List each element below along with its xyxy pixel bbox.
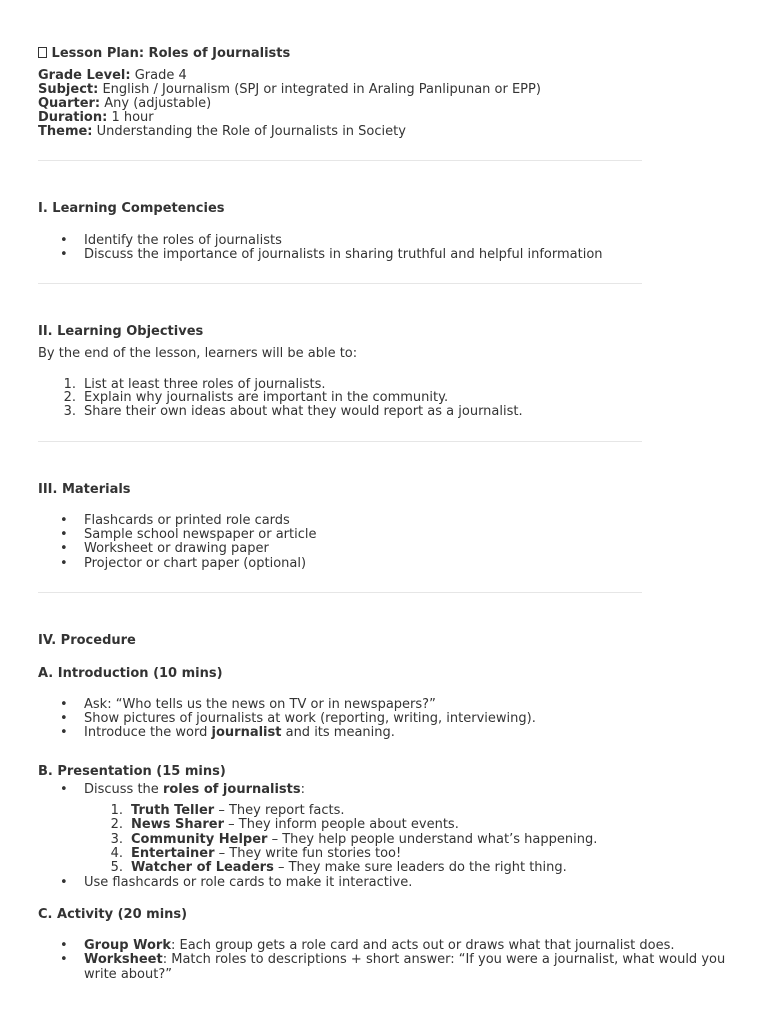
bullet: • [60,527,68,542]
role-item [131,804,345,818]
info-label: Duration: [38,110,108,125]
role-item [131,818,459,832]
text-run: : Each group gets a role card and acts out or draws what that journalist does. [170,938,675,953]
role-name: Entertainer [131,846,215,861]
info-duration [38,111,154,125]
list-item: Explain why journalists are important in the community. [84,390,449,405]
bullet: • [60,725,68,740]
list-item [84,939,675,953]
role-desc: – They write fun stories too! [214,846,402,861]
bullet: • [60,541,68,556]
section-heading: III. Materials [38,482,131,497]
divider [38,160,642,161]
list-item: Use flashcards or role cards to make it interactive. [84,875,413,890]
list-item [84,953,725,967]
role-desc: – They report facts. [214,803,345,818]
section-heading: I. Learning Competencies [38,201,225,216]
info-label: Subject: [38,82,99,97]
list-item: List at least three roles of journalists. [84,377,326,392]
subsection-heading: B. Presentation (15 mins) [38,764,226,779]
list-number: 3. [110,832,123,847]
bold-term: journalist [211,725,282,740]
role-name: News Sharer [131,817,224,832]
role-name: Community Helper [131,832,268,847]
bold-term: Worksheet [84,952,163,967]
bold-term: roles of journalists [162,782,301,797]
text-run: : Match roles to descriptions + short answer: “If you were a journalist, what would you [162,952,726,967]
list-item: Flashcards or printed role cards [84,513,290,528]
title-text: Lesson Plan: Roles of Journalists [51,46,291,61]
role-desc: – They inform people about events. [224,817,459,832]
divider [38,592,642,593]
text-run: and its meaning. [281,725,395,740]
list-number: 4. [110,846,123,861]
info-subject [38,83,541,97]
list-item-continuation: write about?” [84,967,172,982]
divider [38,441,642,442]
bullet: • [60,782,68,797]
list-item: Share their own ideas about what they would report as a journalist. [84,404,523,419]
text-run: Introduce the word [84,725,212,740]
bullet: • [60,938,68,953]
info-quarter [38,97,211,111]
list-item: Discuss the importance of journalists in sharing truthful and helpful information [84,247,603,262]
info-value: 1 hour [111,110,154,125]
role-desc: – They make sure leaders do the right thing. [273,860,567,875]
text-run: : [300,782,306,797]
list-number: 5. [110,860,123,875]
info-value: Grade 4 [134,68,187,83]
info-value: Understanding the Role of Journalists in Society [96,124,406,139]
role-item [131,861,567,875]
bullet: • [60,875,68,890]
list-number: 3. [63,404,76,419]
bold-term: Group Work [84,938,171,953]
list-item: Show pictures of journalists at work (reporting, writing, interviewing). [84,711,536,726]
list-item: Identify the roles of journalists [84,233,282,248]
list-number: 1. [110,803,123,818]
info-value: English / Journalism (SPJ or integrated in Araling Panlipunan or EPP) [102,82,541,97]
subsection-heading: A. Introduction (10 mins) [38,666,223,681]
list-item: Worksheet or drawing paper [84,541,269,556]
role-name: Truth Teller [131,803,215,818]
clipboard-icon [38,47,47,58]
role-item [131,847,401,861]
role-item [131,833,597,847]
bullet: • [60,697,68,712]
bullet: • [60,556,68,571]
info-label: Quarter: [38,96,101,111]
list-item [84,726,395,740]
bullet: • [60,513,68,528]
info-label: Grade Level: [38,68,131,83]
role-desc: – They help people understand what’s happening. [267,832,598,847]
list-item: Ask: “Who tells us the news on TV or in newspapers?” [84,697,436,712]
bullet: • [60,233,68,248]
list-number: 1. [63,377,76,392]
section-heading: IV. Procedure [38,633,136,648]
list-item [84,783,305,797]
info-label: Theme: [38,124,93,139]
role-name: Watcher of Leaders [131,860,274,875]
info-value: Any (adjustable) [104,96,212,111]
text-run: Discuss the [84,782,163,797]
divider [38,283,642,284]
bullet: • [60,247,68,262]
subsection-heading: C. Activity (20 mins) [38,907,188,922]
info-theme [38,125,406,139]
list-item: Sample school newspaper or article [84,527,317,542]
list-number: 2. [110,817,123,832]
section-heading: II. Learning Objectives [38,324,204,339]
bullet: • [60,711,68,726]
document-title [38,47,290,61]
list-number: 2. [63,390,76,405]
bullet: • [60,952,68,967]
section-intro: By the end of the lesson, learners will be able to: [38,346,358,361]
info-grade [38,69,187,83]
list-item: Projector or chart paper (optional) [84,556,307,571]
